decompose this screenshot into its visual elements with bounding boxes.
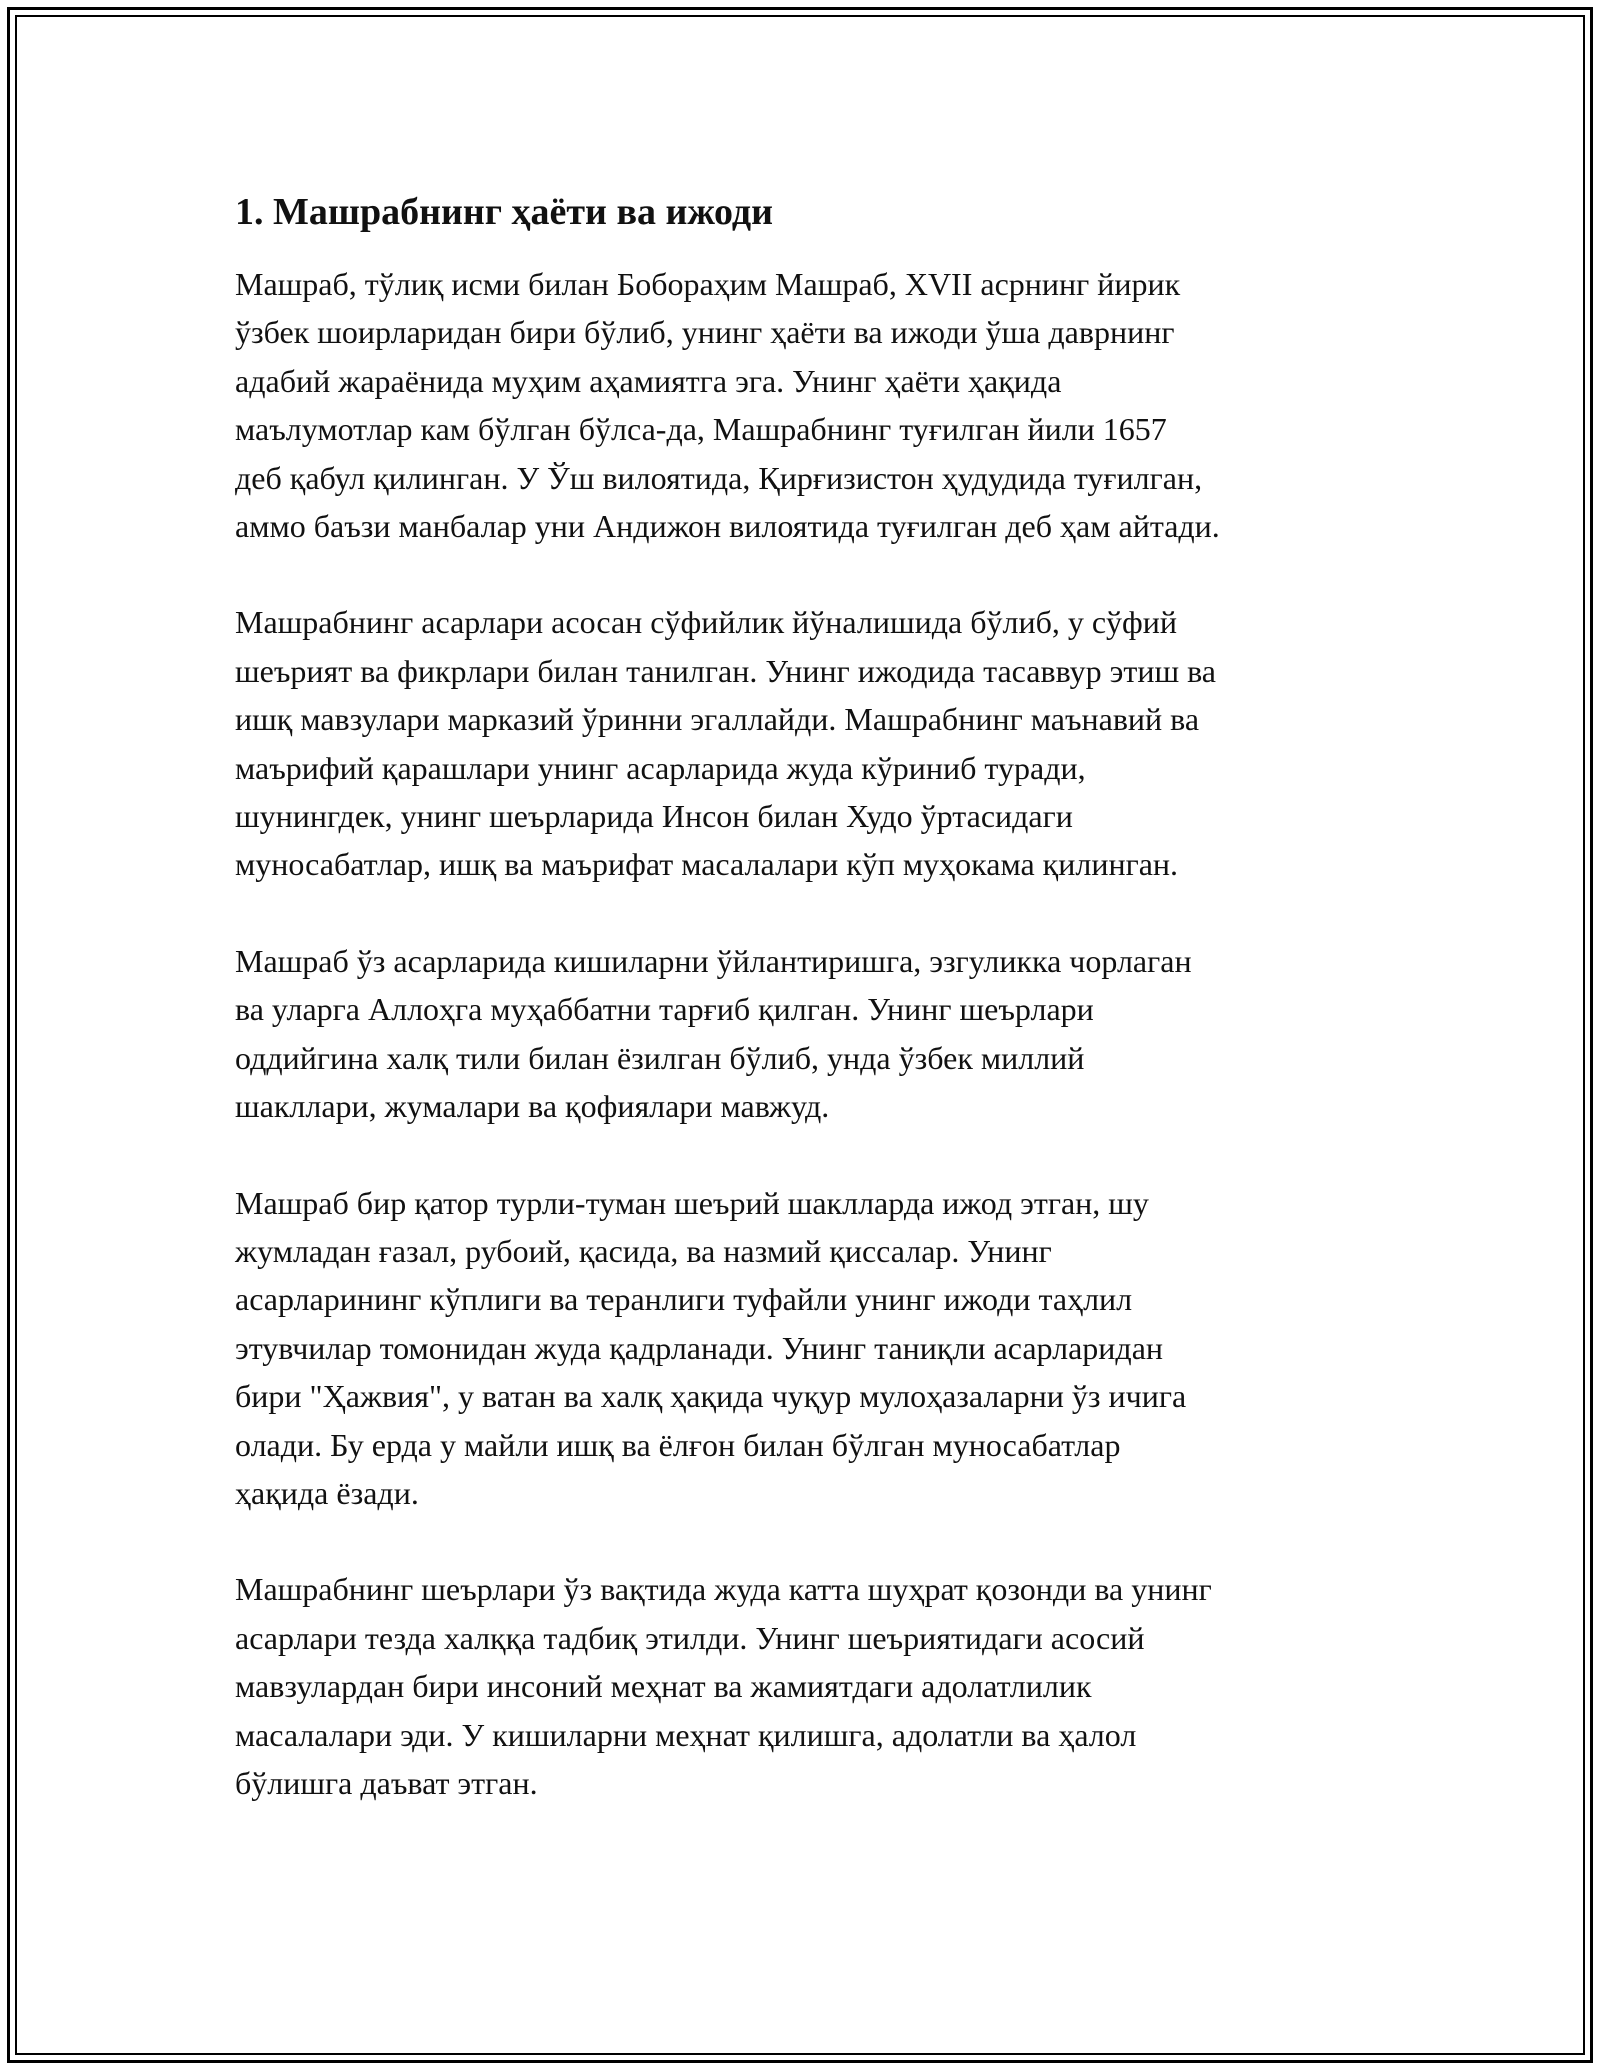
paragraph: [235, 937, 1385, 1131]
text-line: маълумотлар кам бўлган бўлса-да, Машрабнинг туғилган йили 1657: [235, 411, 1167, 448]
text-line: жумладан ғазал, рубоий, қасида, ва назмий қиссалар. Унинг: [235, 1232, 1052, 1269]
section-heading: 1. Машрабнинг ҳаёти ва ижоди: [235, 191, 773, 233]
text-line: асарларининг кўплиги ва теранлиги туфайли унинг ижоди таҳлил: [235, 1281, 1133, 1318]
text-line: шакллари, жумалари ва қофиялари мавжуд.: [235, 1088, 830, 1125]
text-line: Машрабнинг асарлари асосан сўфийлик йўналишида бўлиб, у сўфий: [235, 604, 1178, 641]
text-line: Машрабнинг шеърлари ўз вақтида жуда катта шуҳрат қозонди ва унинг: [235, 1571, 1212, 1608]
text-line: ҳақида ёзади.: [235, 1474, 419, 1511]
text-line: ва уларга Аллоҳга муҳаббатни тарғиб қилган. Унинг шеърлари: [235, 991, 1094, 1028]
text-line: оддийгина халқ тили билан ёзилган бўлиб, унда ўзбек миллий: [235, 1039, 1085, 1076]
text-line: масалалари эди. У кишиларни меҳнат қилишга, адолатли ва ҳалол: [235, 1716, 1137, 1753]
text-line: олади. Бу ерда у майли ишқ ва ёлғон билан бўлган муносабатлар: [235, 1426, 1121, 1463]
paragraph: [235, 1179, 1385, 1518]
text-line: ўзбек шоирларидан бири бўлиб, унинг ҳаёти ва ижоди ўша даврнинг: [235, 314, 1175, 351]
text-line: мавзулардан бири инсоний меҳнат ва жамиятдаги адолатлилик: [235, 1668, 1092, 1705]
text-line: маърифий қарашлари унинг асарларида жуда кўриниб туради,: [235, 749, 1086, 786]
paragraph: [235, 1565, 1385, 1807]
text-line: адабий жараёнида муҳим аҳамиятга эга. Унинг ҳаёти ҳақида: [235, 362, 1062, 399]
paragraph-list: [235, 260, 1385, 1807]
document-body: [235, 187, 1385, 1855]
text-line: Машраб, тўлиқ исми билан Бобораҳим Машраб, XVII асрнинг йирик: [235, 266, 1181, 302]
text-line: Машраб бир қатор турли-туман шеърий шаклларда ижод этган, шу: [235, 1184, 1149, 1221]
text-line: шеърият ва фикрлари билан танилган. Унинг ижодида тасаввур этиш ва: [235, 652, 1216, 689]
text-line: асарлари тезда халққа тадбиқ этилди. Унинг шеъриятидаги асосий: [235, 1619, 1145, 1656]
paragraph: [235, 260, 1385, 550]
paragraph: [235, 598, 1385, 888]
text-line: ишқ мавзулари марказий ўринни эгаллайди. Машрабнинг маънавий ва: [235, 701, 1200, 738]
text-line: бўлишга даъват этган.: [235, 1764, 538, 1801]
text-line: муносабатлар, ишқ ва маърифат масалалари кўп муҳокама қилинган.: [235, 846, 1179, 883]
text-line: деб қабул қилинган. У Ўш вилоятида, Қирғизистон ҳудудида туғилган,: [235, 459, 1203, 496]
text-line: Машраб ўз асарларида кишиларни ўйлантиришга, эзгуликка чорлаган: [235, 942, 1192, 979]
text-line: шунингдек, унинг шеърларида Инсон билан Худо ўртасидаги: [235, 798, 1073, 835]
text-line: аммо баъзи манбалар уни Андижон вилоятида туғилган деб ҳам айтади.: [235, 508, 1220, 545]
text-line: бири "Ҳажвия", у ватан ва халқ ҳақида чуқур мулоҳазаларни ўз ичига: [235, 1378, 1187, 1415]
text-line: этувчилар томонидан жуда қадрланади. Унинг таниқли асарларидан: [235, 1329, 1164, 1366]
